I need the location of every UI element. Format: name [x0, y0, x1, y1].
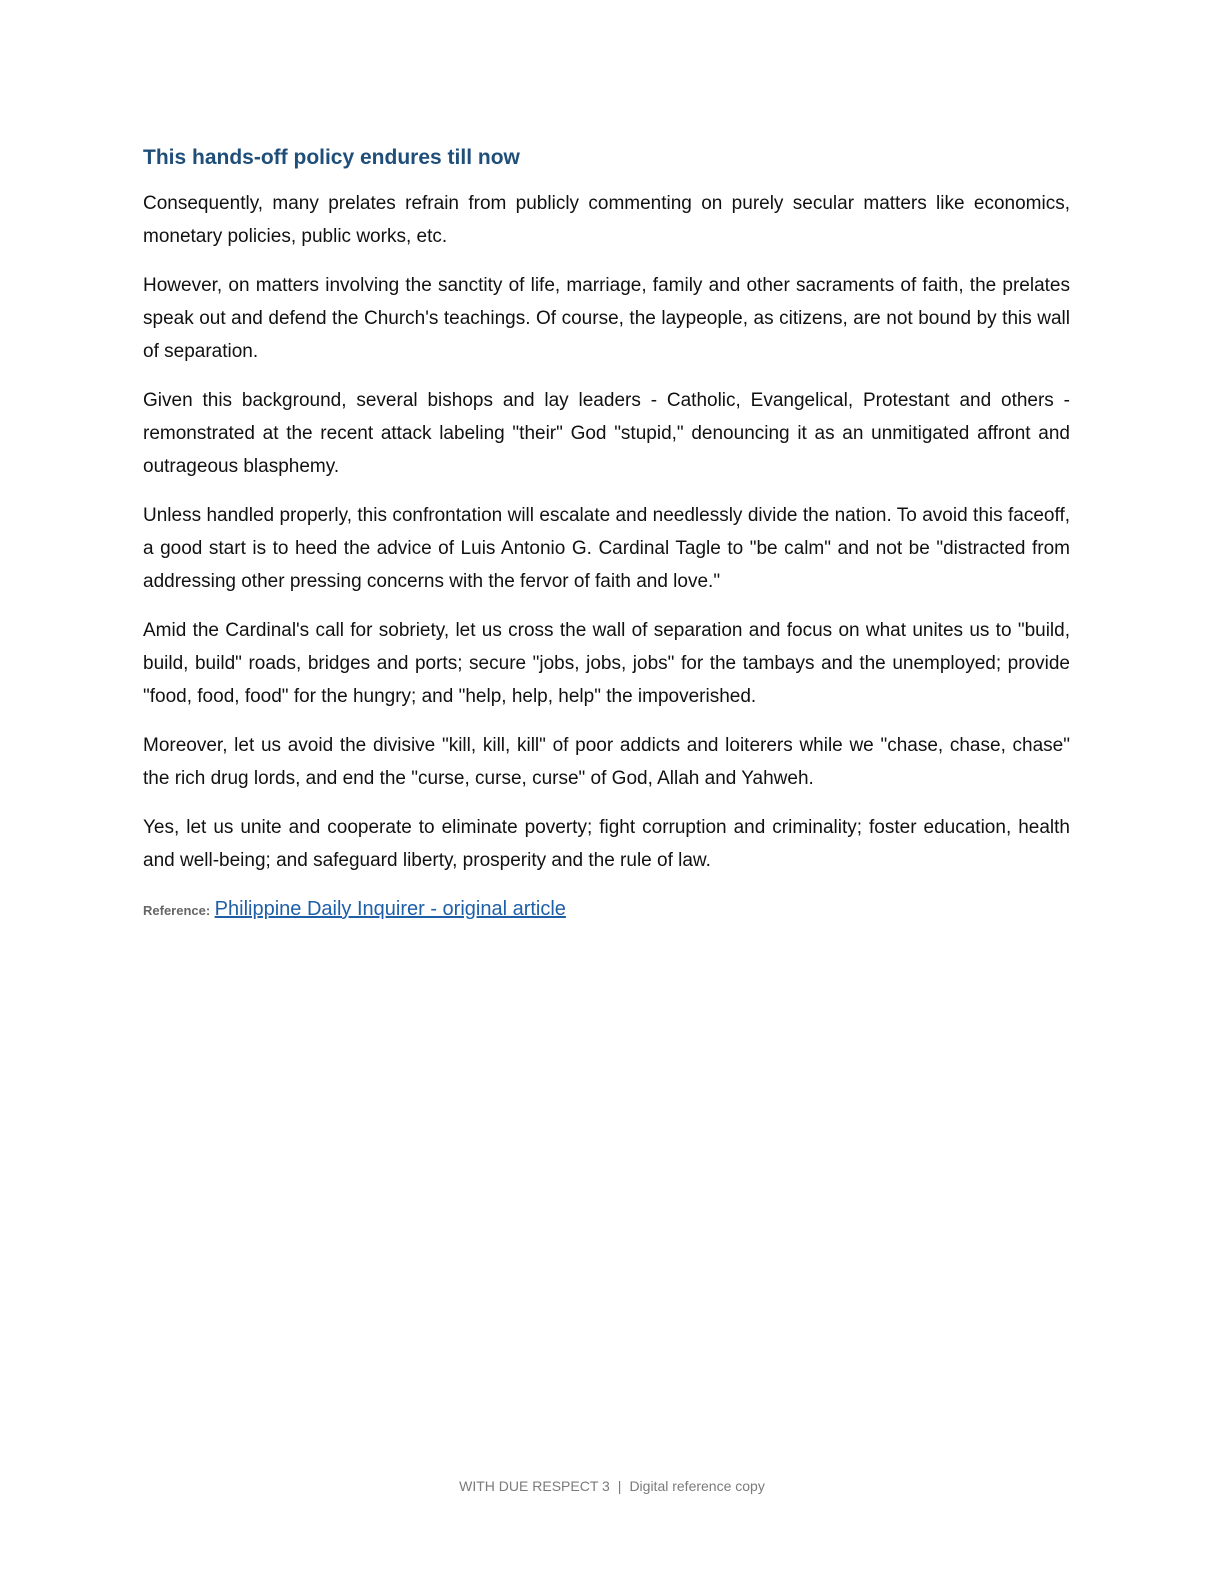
reference-link[interactable]: Philippine Daily Inquirer - original article: [214, 898, 566, 920]
paragraph: Unless handled properly, this confrontation will escalate and needlessly divide the nation. To avoid this faceoff, a good start is to heed the advice of Luis Antonio G. Cardinal Tagle to "be calm" and not be "distracted from addressing other pressing concerns with the fervor of faith and love.": [143, 505, 1070, 592]
paragraph: However, on matters involving the sanctity of life, marriage, family and other sacraments of faith, the prelates speak out and defend the Church's teachings. Of course, the laypeople, as citizens, are not bound by this wall of separation.: [143, 275, 1070, 362]
paragraph: Moreover, let us avoid the divisive "kill, kill, kill" of poor addicts and loiterers while we "chase, chase, chase" the rich drug lords, and end the "curse, curse, curse" of God, Allah and Yahweh.: [143, 735, 1070, 789]
reference-line: [143, 895, 1070, 925]
paragraph: Given this background, several bishops and lay leaders - Catholic, Evangelical, Protestant and others - remonstrated at the recent attack labeling "their" God "stupid," denouncing it as an unmitigated affront and outrageous blasphemy.: [143, 390, 1070, 477]
page-footer: [0, 1478, 1224, 1494]
footer-subtitle: Digital reference copy: [629, 1478, 765, 1494]
reference-label: Reference:: [143, 903, 211, 918]
section-heading: This hands-off policy endures till now: [143, 146, 520, 169]
paragraph: Consequently, many prelates refrain from publicly commenting on purely secular matters like economics, monetary policies, public works, etc.: [143, 193, 1070, 247]
paragraph: Yes, let us unite and cooperate to eliminate poverty; fight corruption and criminality; foster education, health and well-being; and safeguard liberty, prosperity and the rule of law.: [143, 817, 1070, 871]
footer-title: WITH DUE RESPECT 3: [459, 1478, 610, 1494]
paragraph: Amid the Cardinal's call for sobriety, let us cross the wall of separation and focus on what unites us to "build, build, build" roads, bridges and ports; secure "jobs, jobs, jobs" for the tambays and the unemployed; provide "food, food, food" for the hungry; and "help, help, help" the impoverished.: [143, 620, 1070, 707]
article-body: [143, 142, 1070, 925]
footer-separator: |: [617, 1478, 622, 1494]
